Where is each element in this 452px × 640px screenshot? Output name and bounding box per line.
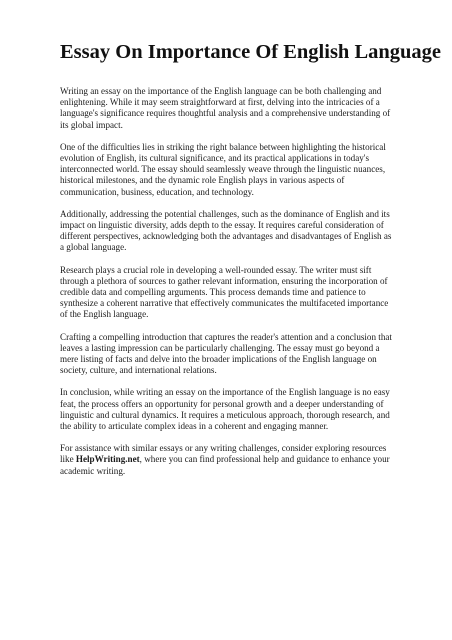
- paragraph-intro: Writing an essay on the importance of the English language can be both challenging and enlightening. While it may seem straightforward at first, delving into the intricacies of a language's significance requires thoughtful analysis and a comprehensive understanding of its global impact.: [60, 86, 391, 130]
- helpwriting-link[interactable]: HelpWriting.net: [75, 454, 140, 465]
- document-title: Essay On Importance Of English Language: [60, 41, 442, 63]
- closing-text-after: , where you can find professional help and guidance to enhance your academic writing.: [60, 454, 390, 476]
- paragraph-difficulties: One of the difficulties lies in striking the right balance between highlighting the historical evolution of English, its cultural significance, and its practical applications in today's interconnected world. The essay should seamlessly weave through the linguistic nuances, historical milestones, and the dynamic role English plays in various aspects of communication, business, education, and technology.: [60, 141, 386, 197]
- closing-text-before: For assistance with similar essays or any writing challenges, consider exploring resources like: [60, 443, 387, 465]
- paragraph-conclusion: In conclusion, while writing an essay on the importance of the English language is no easy feat, the process offers an opportunity for personal growth and a deeper understanding of linguistic and cultural dynamics. It requires a meticulous approach, thorough research, and the ability to articulate complex ideas in a coherent and engaging manner.: [60, 387, 390, 432]
- paragraph-closing: [60, 443, 392, 477]
- paragraph-challenges: Additionally, addressing the potential challenges, such as the dominance of English and its impact on linguistic diversity, adds depth to the essay. It requires careful consideration of different perspectives, acknowledging both the advantages and disadvantages of English as a global language.: [60, 208, 392, 253]
- paragraph-research: Research plays a crucial role in developing a well-rounded essay. The writer must sift through a plethora of sources to gather relevant information, ensuring the incorporation of credible data and compelling arguments. This process demands time and patience to synthesize a coherent narrative that effectively communicates the multifaceted importance of the English language.: [60, 264, 389, 320]
- paragraph-introduction-conclusion: Crafting a compelling introduction that captures the reader's attention and a conclusion that leaves a lasting impression can be particularly challenging. The essay must go beyond a mere listing of facts and delve into the broader implications of the English language on society, culture, and international relations.: [60, 331, 392, 376]
